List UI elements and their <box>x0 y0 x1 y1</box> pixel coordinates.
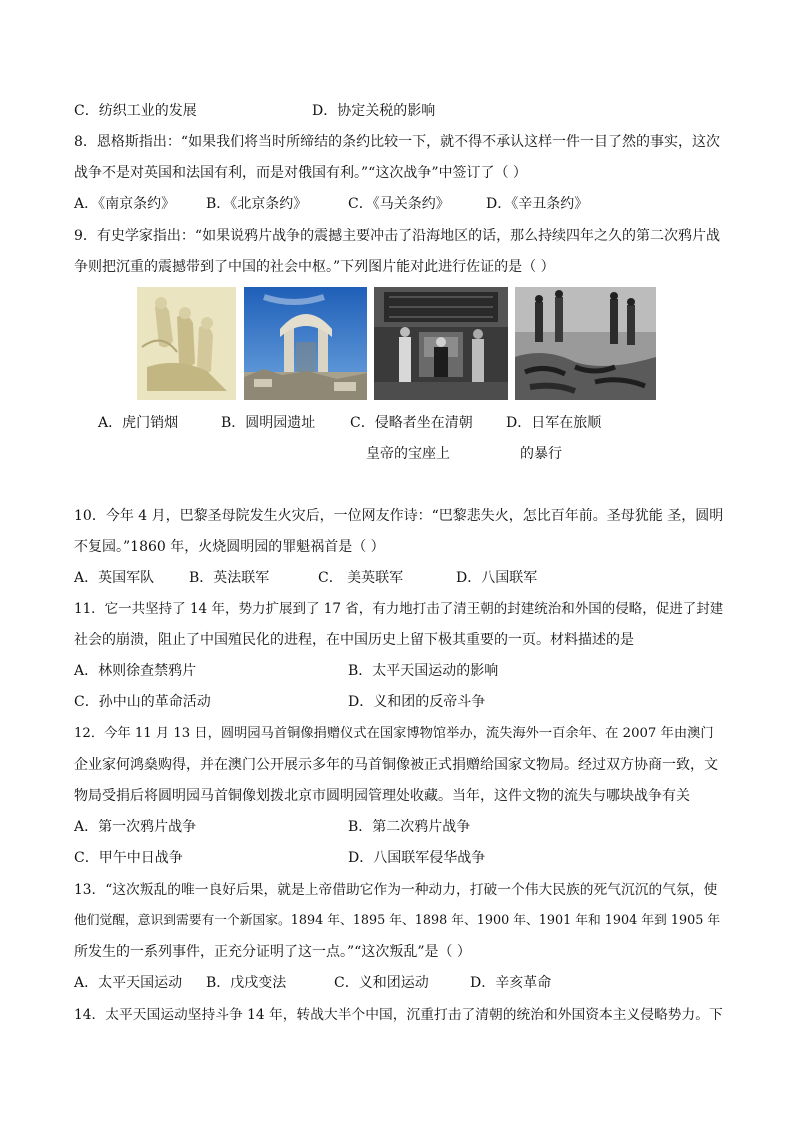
q7-option-d: D．协定关税的影响 <box>312 103 436 119</box>
q11-option-a: A．林则徐查禁鸦片 <box>74 663 197 679</box>
q9-caption-d-line2: 的暴行 <box>520 446 562 462</box>
q8-option-b: B．《北京条约》 <box>206 196 308 212</box>
q10-option-d: D．八国联军 <box>456 570 538 586</box>
q9-caption-c-line2: 皇帝的宝座上 <box>366 446 450 462</box>
lushun-massacre-image <box>515 287 656 400</box>
q9-caption-a: A．虎门销烟 <box>98 415 179 431</box>
q12-option-d: D．八国联军侵华战争 <box>348 850 486 866</box>
yuanmingyuan-ruins-image <box>244 287 367 400</box>
q12-option-c: C．甲午中日战争 <box>74 850 183 866</box>
q12-option-b: B．第二次鸦片战争 <box>348 819 471 835</box>
q10-stem-line1: 10．今年 4 月，巴黎圣母院发生火灾后，一位网友作诗：“巴黎悲失火，怎比百年前。圣母犹能 圣，圆明 <box>74 508 724 524</box>
q13-stem-line3: 所发生的一系列事件，正充分证明了这一点。”“这次叛乱”是（ ） <box>74 944 471 960</box>
q12-stem-line1: 12．今年 11 月 13 日，圆明园马首铜像捐赠仪式在国家博物馆举办，流失海外一百余年、在 2007 年由澳门 <box>74 726 714 741</box>
q13-stem-line1: 13．“这次叛乱的唯一良好后果，就是上帝借助它作为一种动力，打破一个伟大民族的死气沉沉的气氛，使 <box>74 882 718 898</box>
q13-option-b: B．戊戌变法 <box>206 975 287 991</box>
q9-stem-line1: 9．有史学家指出：“如果说鸦片战争的震撼主要冲击了沿海地区的话，那么持续四年之久的第二次鸦片战 <box>74 228 721 244</box>
q13-option-d: D．辛亥革命 <box>470 975 552 991</box>
q9-stem-line2: 争则把沉重的震撼带到了中国的社会中枢。”下列图片能对此进行佐证的是（ ） <box>74 259 555 275</box>
q11-stem-line1: 11．它一共坚持了 14 年，势力扩展到了 17 省，有力地打击了清王朝的封建统治和外国的侵略，促进了封建 <box>74 601 724 617</box>
q10-option-a: A．英国军队 <box>74 570 155 586</box>
q11-stem-line2: 社会的崩溃，阻止了中国殖民化的进程，在中国历史上留下极其重要的一页。材料描述的是 <box>74 632 634 648</box>
q11-option-d: D．义和团的反帝斗争 <box>348 694 486 710</box>
q13-stem-line2: 他们觉醒，意识到需要有一个新国家。1894 年、1895 年、1898 年、1900 年、1901 年和 1904 年到 1905 年 <box>74 913 721 928</box>
q11-option-b: B．太平天国运动的影响 <box>348 663 499 679</box>
q12-option-a: A．第一次鸦片战争 <box>74 819 197 835</box>
invaders-throne-image <box>374 287 508 400</box>
q9-caption-d-line1: D．日军在旅顺 <box>506 415 602 431</box>
q13-option-a: A．太平天国运动 <box>74 975 183 991</box>
q8-option-d: D．《辛丑条约》 <box>486 196 589 212</box>
q8-stem-line1: 8．恩格斯指出：“如果我们将当时所缔结的条约比较一下，就不得不承认这样一件一目了然的事实，这次 <box>74 134 721 150</box>
q12-stem-line3: 物局受捐后将圆明园马首铜像划拨北京市圆明园管理处收藏。当年，这件文物的流失与哪块战争有关 <box>74 788 690 804</box>
q9-caption-b: B．圆明园遗址 <box>221 415 316 431</box>
q14-stem-line1: 14．太平天国运动坚持斗争 14 年，转战大半个中国，沉重打击了清朝的统治和外国资本主义侵略势力。下 <box>74 1007 723 1023</box>
q12-stem-line2: 企业家何鸿燊购得，并在澳门公开展示多年的马首铜像被正式捐赠给国家文物局。经过双方协商一致，文 <box>74 757 718 773</box>
q11-option-c: C．孙中山的革命活动 <box>74 694 211 710</box>
q10-option-c: C． 美英联军 <box>318 570 404 586</box>
q9-caption-c-line1: C．侵略者坐在清朝 <box>350 415 473 431</box>
q10-stem-line2: 不复园。”1860 年，火烧圆明园的罪魁祸首是（ ） <box>74 539 385 555</box>
q8-option-a: A．《南京条约》 <box>74 196 176 212</box>
q8-option-c: C．《马关条约》 <box>348 196 450 212</box>
q7-option-c: C．纺织工业的发展 <box>74 103 197 119</box>
q8-stem-line2: 战争不是对英国和法国有利，而是对俄国有利。”“这次战争”中签订了（ ） <box>74 165 527 181</box>
q10-option-b: B．英法联军 <box>189 570 270 586</box>
humen-relief-image <box>137 287 236 400</box>
q13-option-c: C．义和团运动 <box>334 975 429 991</box>
